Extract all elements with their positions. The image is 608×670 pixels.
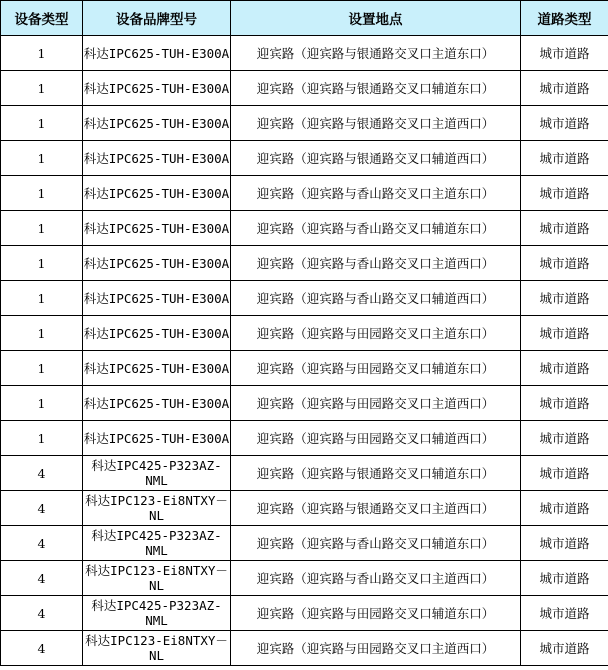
device-type-cell: 1 (1, 281, 83, 316)
device-model: IPC123-Ei8NTXY－NL (110, 563, 228, 593)
table-row (1, 596, 608, 631)
road-type-cell: 城市道路 (521, 631, 608, 666)
device-type-cell: 1 (1, 386, 83, 421)
device-type-cell: 1 (1, 36, 83, 71)
road-type-cell: 城市道路 (521, 456, 608, 491)
road-type-cell: 城市道路 (521, 211, 608, 246)
device-model-cell (83, 491, 231, 526)
road-type-cell: 城市道路 (521, 71, 608, 106)
road-type-cell: 城市道路 (521, 421, 608, 456)
device-model: IPC625-TUH-E300A (108, 430, 230, 446)
device-model-cell (83, 36, 231, 71)
device-brand: 科达 (91, 528, 117, 543)
location-cell: 迎宾路（迎宾路与田园路交叉口辅道西口） (231, 421, 521, 456)
device-model: IPC625-TUH-E300A (108, 325, 230, 341)
device-model-cell (83, 456, 231, 491)
location-cell: 迎宾路（迎宾路与香山路交叉口主道东口） (231, 176, 521, 211)
device-brand: 科达 (83, 290, 109, 306)
device-brand: 科达 (85, 563, 111, 578)
road-type-cell: 城市道路 (521, 246, 608, 281)
device-model: IPC625-TUH-E300A (108, 80, 230, 96)
table-row (1, 36, 608, 71)
table-row (1, 176, 608, 211)
location-cell: 迎宾路（迎宾路与银通路交叉口主道西口） (231, 106, 521, 141)
device-model-cell (83, 71, 231, 106)
table-row (1, 316, 608, 351)
device-brand: 科达 (83, 395, 109, 411)
table-row (1, 351, 608, 386)
location-cell: 迎宾路（迎宾路与田园路交叉口主道西口） (231, 631, 521, 666)
device-model-cell (83, 211, 231, 246)
road-type-cell: 城市道路 (521, 281, 608, 316)
location-cell: 迎宾路（迎宾路与香山路交叉口辅道东口） (231, 211, 521, 246)
device-model-cell (83, 281, 231, 316)
device-model-cell (83, 596, 231, 631)
device-type-cell: 1 (1, 141, 83, 176)
header-road-type: 道路类型 (521, 1, 608, 36)
device-model-cell (83, 561, 231, 596)
device-model: IPC625-TUH-E300A (108, 185, 230, 201)
device-type-cell: 4 (1, 561, 83, 596)
device-model: IPC625-TUH-E300A (108, 255, 230, 271)
device-type-cell: 4 (1, 596, 83, 631)
header-device-type: 设备类型 (1, 1, 83, 36)
device-model: IPC625-TUH-E300A (108, 395, 230, 411)
road-type-cell: 城市道路 (521, 561, 608, 596)
table-row (1, 631, 608, 666)
device-brand: 科达 (83, 430, 109, 446)
device-model-cell (83, 631, 231, 666)
location-cell: 迎宾路（迎宾路与田园路交叉口辅道东口） (231, 596, 521, 631)
device-brand: 科达 (83, 255, 109, 271)
device-type-cell: 4 (1, 456, 83, 491)
device-brand: 科达 (91, 598, 117, 613)
table-row (1, 141, 608, 176)
device-brand: 科达 (83, 220, 109, 236)
device-model-cell (83, 526, 231, 561)
location-cell: 迎宾路（迎宾路与香山路交叉口主道西口） (231, 561, 521, 596)
table-row (1, 386, 608, 421)
location-cell: 迎宾路（迎宾路与田园路交叉口主道东口） (231, 316, 521, 351)
device-model: IPC425-P323AZ-NML (116, 528, 222, 558)
device-model: IPC625-TUH-E300A (108, 290, 230, 306)
device-model: IPC425-P323AZ-NML (116, 598, 222, 628)
table-body (1, 36, 608, 666)
road-type-cell: 城市道路 (521, 36, 608, 71)
table-row (1, 246, 608, 281)
table-row (1, 456, 608, 491)
device-type-cell: 1 (1, 246, 83, 281)
road-type-cell: 城市道路 (521, 526, 608, 561)
device-type-cell: 1 (1, 176, 83, 211)
road-type-cell: 城市道路 (521, 351, 608, 386)
location-cell: 迎宾路（迎宾路与香山路交叉口辅道东口） (231, 526, 521, 561)
location-cell: 迎宾路（迎宾路与香山路交叉口辅道西口） (231, 281, 521, 316)
device-model-cell (83, 386, 231, 421)
device-model-cell (83, 246, 231, 281)
device-type-cell: 4 (1, 631, 83, 666)
location-cell: 迎宾路（迎宾路与银通路交叉口辅道西口） (231, 141, 521, 176)
table-row (1, 526, 608, 561)
location-cell: 迎宾路（迎宾路与银通路交叉口辅道东口） (231, 71, 521, 106)
device-brand: 科达 (83, 325, 109, 341)
road-type-cell: 城市道路 (521, 141, 608, 176)
device-brand: 科达 (85, 633, 111, 648)
location-cell: 迎宾路（迎宾路与银通路交叉口主道西口） (231, 491, 521, 526)
device-type-cell: 4 (1, 491, 83, 526)
device-model-cell (83, 141, 231, 176)
device-type-cell: 1 (1, 71, 83, 106)
road-type-cell: 城市道路 (521, 386, 608, 421)
device-model: IPC625-TUH-E300A (108, 360, 230, 376)
road-type-cell: 城市道路 (521, 596, 608, 631)
road-type-cell: 城市道路 (521, 491, 608, 526)
device-model-cell (83, 176, 231, 211)
location-cell: 迎宾路（迎宾路与银通路交叉口辅道东口） (231, 456, 521, 491)
device-model-cell (83, 106, 231, 141)
device-model-cell (83, 421, 231, 456)
device-model: IPC625-TUH-E300A (108, 45, 230, 61)
device-type-cell: 1 (1, 211, 83, 246)
device-brand: 科达 (83, 185, 109, 201)
table-row (1, 71, 608, 106)
device-brand: 科达 (83, 45, 109, 61)
device-model: IPC625-TUH-E300A (108, 220, 230, 236)
location-cell: 迎宾路（迎宾路与田园路交叉口辅道东口） (231, 351, 521, 386)
device-model: IPC625-TUH-E300A (108, 150, 230, 166)
table-row (1, 281, 608, 316)
device-brand: 科达 (83, 360, 109, 376)
table-row (1, 561, 608, 596)
road-type-cell: 城市道路 (521, 316, 608, 351)
table-row (1, 106, 608, 141)
table-row (1, 491, 608, 526)
device-model: IPC123-Ei8NTXY－NL (110, 633, 228, 663)
device-brand: 科达 (83, 80, 109, 96)
device-type-cell: 1 (1, 421, 83, 456)
header-location: 设置地点 (231, 1, 521, 36)
device-model-cell (83, 351, 231, 386)
table-row (1, 421, 608, 456)
location-cell: 迎宾路（迎宾路与田园路交叉口主道西口） (231, 386, 521, 421)
header-device-model: 设备品牌型号 (83, 1, 231, 36)
device-type-cell: 4 (1, 526, 83, 561)
table-row (1, 211, 608, 246)
table-header-row (1, 1, 608, 36)
device-model: IPC425-P323AZ-NML (116, 458, 222, 488)
location-cell: 迎宾路（迎宾路与银通路交叉口主道东口） (231, 36, 521, 71)
device-model: IPC625-TUH-E300A (108, 115, 230, 131)
device-model-cell (83, 316, 231, 351)
device-brand: 科达 (85, 493, 111, 508)
location-cell: 迎宾路（迎宾路与香山路交叉口主道西口） (231, 246, 521, 281)
device-model: IPC123-Ei8NTXY－NL (110, 493, 228, 523)
device-type-cell: 1 (1, 351, 83, 386)
road-type-cell: 城市道路 (521, 106, 608, 141)
device-type-cell: 1 (1, 106, 83, 141)
road-type-cell: 城市道路 (521, 176, 608, 211)
device-brand: 科达 (83, 150, 109, 166)
device-brand: 科达 (91, 458, 117, 473)
device-brand: 科达 (83, 115, 109, 131)
device-type-cell: 1 (1, 316, 83, 351)
